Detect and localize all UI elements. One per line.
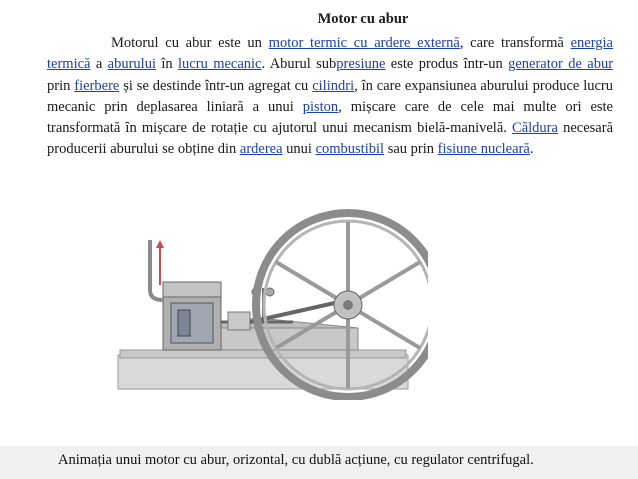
paragraph-link[interactable]: Căldura: [512, 120, 558, 137]
paragraph-text: necesară producerii aburului se obține din: [47, 120, 614, 158]
paragraph-text: , mișcare care de cele mai multe ori este transformată în mișcare de rotație cu ajutorul unui mecanism bielă-manivelă.: [47, 98, 613, 137]
paragraph-link[interactable]: arderea: [239, 141, 283, 158]
paragraph-link[interactable]: piston: [302, 98, 339, 115]
body-paragraph: [47, 33, 613, 161]
paragraph-text: în: [156, 56, 179, 73]
paragraph-link[interactable]: fierbere: [74, 77, 120, 94]
paragraph-link[interactable]: aburului: [107, 56, 156, 73]
page-title: Motor cu abur: [317, 11, 409, 27]
paragraph-text: este produs într-un: [385, 56, 509, 73]
paragraph-text: unui: [282, 141, 316, 158]
paragraph-text: sau prin: [384, 141, 438, 158]
paragraph-link[interactable]: lucru mecanic: [178, 56, 262, 73]
paragraph-link[interactable]: generator de abur: [508, 56, 614, 73]
paragraph-link[interactable]: cilindri: [312, 77, 355, 94]
paragraph-text: . Aburul sub: [261, 56, 337, 73]
paragraph-text: și se destinde într-un agregat cu: [119, 77, 313, 94]
paragraph-text: , care transformă: [459, 35, 571, 51]
paragraph-text: , în care expansiunea aburului produce lucru mecanic prin deplasarea liniară a unui: [47, 77, 613, 115]
paragraph-text: prin: [47, 77, 75, 94]
paragraph-link[interactable]: energia termică: [47, 35, 613, 73]
figure-caption: Animația unui motor cu abur, orizontal, cu dublă acțiune, cu regulator centrifugal.: [58, 452, 534, 468]
paragraph-link[interactable]: combustibil: [315, 141, 385, 158]
paragraph-link[interactable]: motor termic cu ardere externă: [268, 35, 460, 51]
paragraph-text: Motorul cu abur este un: [111, 35, 269, 51]
paragraph-link[interactable]: presiune: [336, 56, 386, 73]
paragraph-text: .: [529, 141, 534, 158]
paragraph-link[interactable]: fisiune nucleară: [437, 141, 530, 158]
steam-engine-illustration: [108, 200, 428, 400]
paragraph-text: a: [90, 56, 108, 73]
